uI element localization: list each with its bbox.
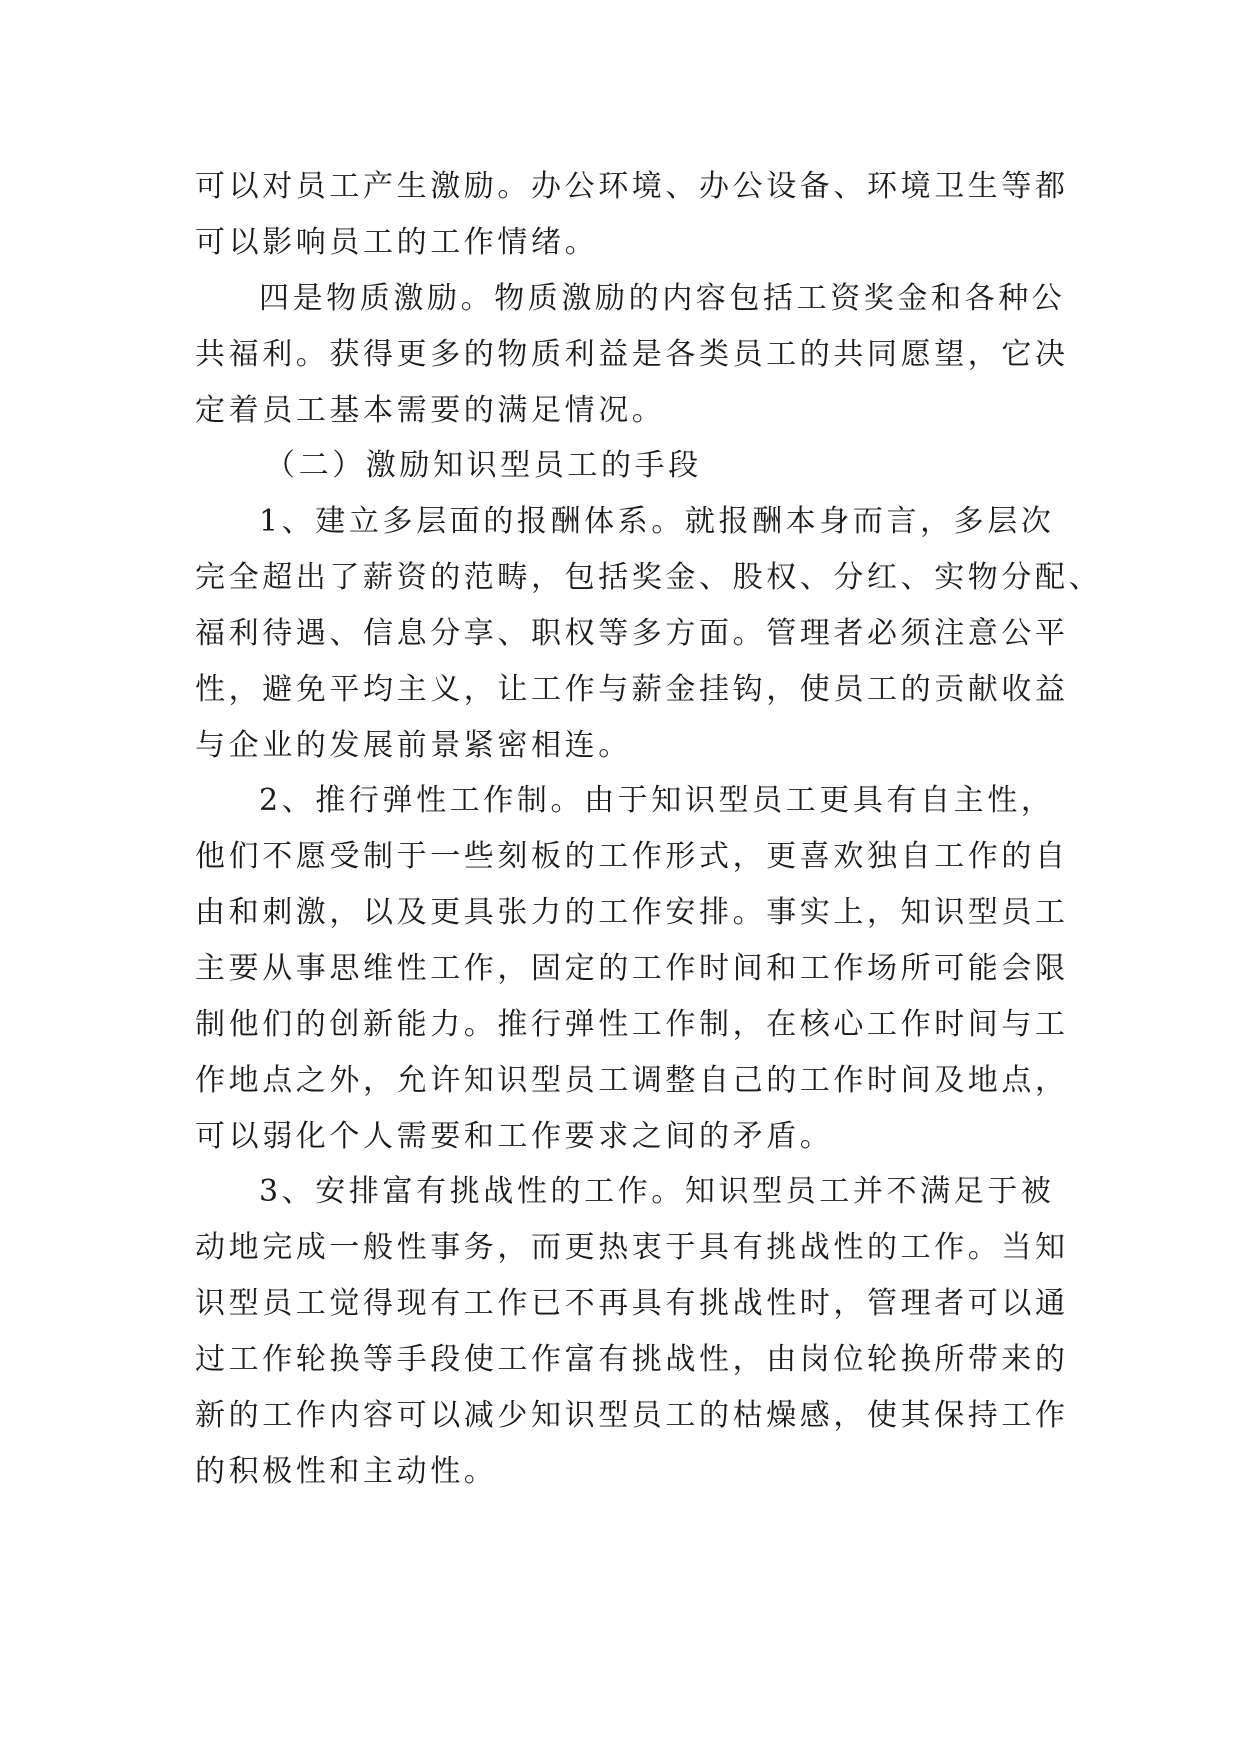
- text-line: 可以弱化个人需要和工作要求之间的矛盾。: [195, 1119, 834, 1154]
- text-line: 性，避免平均主义，让工作与薪金挂钩，使员工的贡献收益: [195, 672, 1069, 707]
- text-line: 主要从事思维性工作，固定的工作时间和工作场所可能会限: [195, 951, 1069, 986]
- text-line: 他们不愿受制于一些刻板的工作形式，更喜欢独自工作的自: [195, 839, 1069, 874]
- text-line: 可以对员工产生激励。办公环境、办公设备、环境卫生等都: [195, 169, 1069, 204]
- paragraph-first-line: 3、安排富有挑战性的工作。知识型员工并不满足于被: [259, 1174, 1055, 1209]
- text-line: 作地点之外，允许知识型员工调整自己的工作时间及地点，: [195, 1063, 1069, 1098]
- text-line: 过工作轮换等手段使工作富有挑战性，由岗位轮换所带来的: [195, 1342, 1069, 1377]
- text-line: 与企业的发展前景紧密相连。: [195, 728, 632, 763]
- text-line: 共福利。获得更多的物质利益是各类员工的共同愿望，它决: [195, 337, 1069, 372]
- text-line: 定着员工基本需要的满足情况。: [195, 393, 666, 428]
- text-line: 福利待遇、信息分享、职权等多方面。管理者必须注意公平: [195, 616, 1069, 651]
- text-line: 识型员工觉得现有工作已不再具有挑战性时，管理者可以通: [195, 1286, 1069, 1321]
- text-line: 的积极性和主动性。: [195, 1454, 498, 1489]
- paragraph-first-line: 2、推行弹性工作制。由于知识型员工更具有自主性，: [259, 783, 1055, 818]
- text-line: 由和刺激，以及更具张力的工作安排。事实上，知识型员工: [195, 895, 1069, 930]
- section-heading: （二）激励知识型员工的手段: [265, 448, 702, 483]
- text-line: 制他们的创新能力。推行弹性工作制，在核心工作时间与工: [195, 1007, 1069, 1042]
- paragraph-first-line: 1、建立多层面的报酬体系。就报酬本身而言，多层次: [259, 504, 1055, 539]
- text-line: 新的工作内容可以减少知识型员工的枯燥感，使其保持工作: [195, 1398, 1069, 1433]
- text-line: 动地完成一般性事务，而更热衷于具有挑战性的工作。当知: [195, 1230, 1069, 1265]
- text-line: 完全超出了薪资的范畴，包括奖金、股权、分红、实物分配、: [195, 560, 1103, 595]
- paragraph-first-line: 四是物质激励。物质激励的内容包括工资奖金和各种公: [259, 281, 1066, 316]
- text-line: 可以影响员工的工作情绪。: [195, 225, 599, 260]
